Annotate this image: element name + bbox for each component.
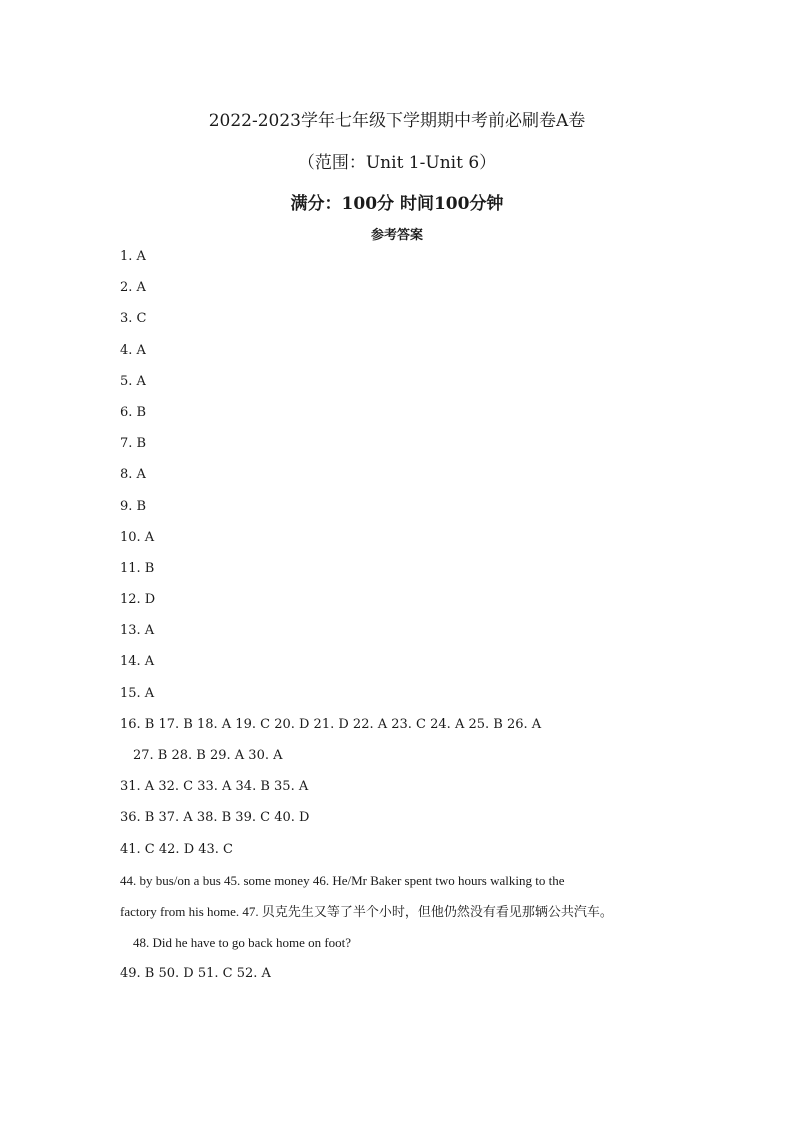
answer-line: 9. B [120,498,147,514]
answer-line: 11. B [120,560,155,576]
answer-line: 3. C [120,311,147,327]
answer-line: 8. A [120,467,146,483]
answer-line: 5. A [120,373,146,389]
answer-line: 2. A [120,280,146,296]
answer-line: 49. B 50. D 51. C 52. A [120,966,271,982]
answer-line: 36. B 37. A 38. B 39. C 40. D [120,810,310,826]
exam-range: （范围：Unit 1-Unit 6） [297,153,497,173]
answer-line: 13. A [120,623,155,639]
section-heading: 参考答案 [370,228,423,243]
score-and-time: 满分：100分 时间100分钟 [290,194,504,214]
answer-line: 27. B 28. B 29. A 30. A [133,748,283,763]
answer-line: 16. B 17. B 18. A 19. C 20. D 21. D 22. A 23. C 24. A 25. B 26. A [120,716,542,732]
answer-line: 31. A 32. C 33. A 34. B 35. A [120,779,309,795]
answer-line: 41. C 42. D 43. C [120,841,234,857]
answer-line: 15. A [120,685,155,701]
answer-line: 10. A [120,529,155,545]
answer-line: 1. A [120,249,146,264]
answer-line: 4. A [120,342,146,358]
answer-line: 48. Did he have to go back home on foot? [133,935,352,951]
answer-line: factory from his home. 47. 贝克先生又等了半个小时，但他仍然没有看见那辆公共汽车。 [120,903,613,919]
answer-line: 44. by bus/on a bus 45. some money 46. He/Mr Baker spent two hours walking to the [120,872,565,888]
answer-list [120,247,700,996]
answer-line: 6. B [120,404,147,420]
answer-line: 7. B [120,436,147,452]
answer-line: 12. D [120,592,156,608]
exam-title: 2022-2023学年七年级下学期期中考前必刷卷A卷 [208,111,586,131]
answer-line: 14. A [120,654,155,670]
